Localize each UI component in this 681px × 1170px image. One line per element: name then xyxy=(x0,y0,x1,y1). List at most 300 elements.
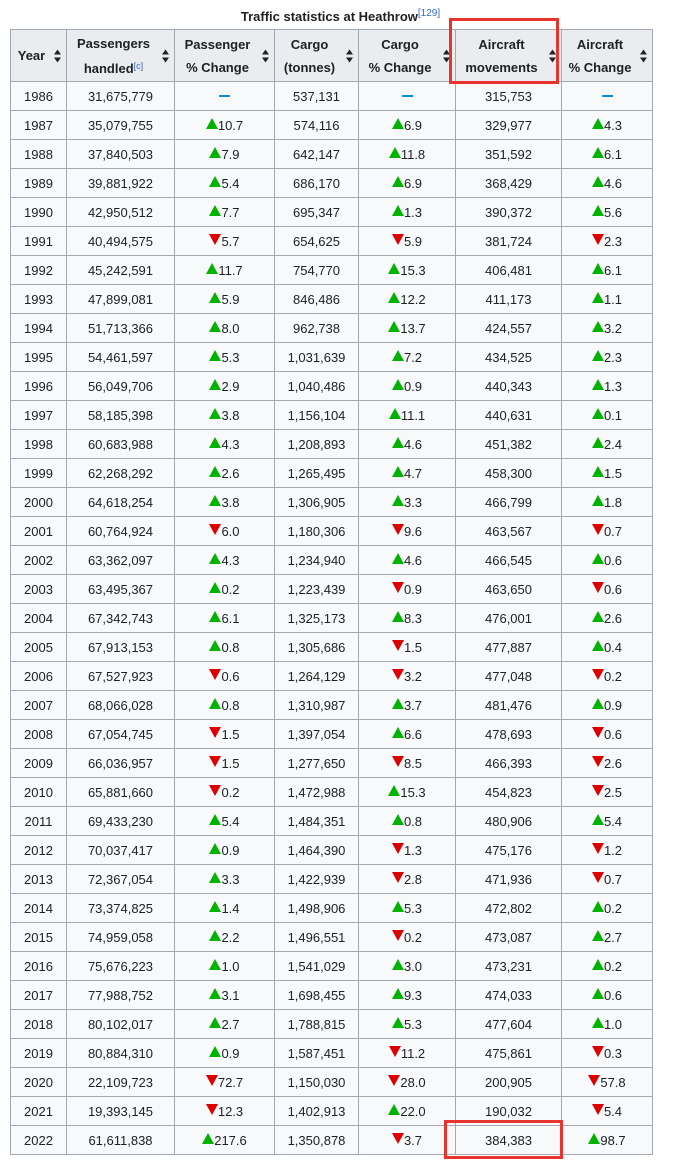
cell-year xyxy=(11,82,67,111)
cell-passengers xyxy=(67,198,175,227)
cell-value: 77,988,752 xyxy=(87,987,154,1003)
column-header-cargo-change[interactable] xyxy=(359,30,456,82)
increase-arrow-icon xyxy=(392,698,404,709)
cell-value: 384,383 xyxy=(485,1132,532,1148)
cell-mov-change xyxy=(562,82,653,111)
increase-arrow-icon xyxy=(392,901,404,912)
cell-year xyxy=(11,1039,67,1068)
table-row xyxy=(11,314,653,343)
cell-cargo-change xyxy=(359,1068,456,1097)
cell-cargo-change xyxy=(359,633,456,662)
increase-arrow-icon xyxy=(592,466,604,477)
sort-icon[interactable] xyxy=(443,49,450,62)
table-row xyxy=(11,575,653,604)
change-value: 2.3 xyxy=(603,349,623,365)
decrease-arrow-icon xyxy=(592,872,604,883)
column-header-passengers[interactable] xyxy=(67,30,175,82)
cell-movements xyxy=(456,923,562,952)
cell-movements xyxy=(456,1097,562,1126)
cell-pass-change xyxy=(175,459,275,488)
cell-value: 1,325,173 xyxy=(287,610,346,626)
cell-mov-change xyxy=(562,459,653,488)
cell-cargo xyxy=(275,488,359,517)
change-value: 0.8 xyxy=(221,639,240,655)
change-value: 98.7 xyxy=(600,1132,626,1148)
cell-movements xyxy=(456,1039,562,1068)
decrease-arrow-icon xyxy=(389,1046,401,1057)
cell-year xyxy=(11,401,67,430)
change-value: 6.0 xyxy=(221,523,240,539)
decrease-arrow-icon xyxy=(209,785,221,796)
cell-pass-change xyxy=(175,604,275,633)
change-value: 11.8 xyxy=(400,146,426,162)
cell-year xyxy=(11,720,67,749)
cell-movements xyxy=(456,633,562,662)
change-value: 15.3 xyxy=(400,784,426,800)
cell-cargo xyxy=(275,836,359,865)
cell-pass-change xyxy=(175,749,275,778)
decrease-arrow-icon xyxy=(209,234,221,245)
cell-movements xyxy=(456,836,562,865)
sort-icon[interactable] xyxy=(262,49,269,62)
column-header-line1: Aircraft xyxy=(576,36,624,52)
cell-value: 72,367,054 xyxy=(87,871,154,887)
cell-value: 424,557 xyxy=(485,320,532,336)
cell-mov-change xyxy=(562,604,653,633)
table-row xyxy=(11,749,653,778)
increase-arrow-icon xyxy=(209,553,221,564)
cell-mov-change xyxy=(562,836,653,865)
cell-value: 1,310,987 xyxy=(287,697,346,713)
cell-passengers xyxy=(67,488,175,517)
cell-cargo xyxy=(275,227,359,256)
sort-icon[interactable] xyxy=(162,49,169,62)
cell-pass-change xyxy=(175,981,275,1010)
cell-pass-change xyxy=(175,691,275,720)
cell-value: 51,713,366 xyxy=(87,320,154,336)
column-header-mov-change[interactable] xyxy=(562,30,653,82)
cell-cargo xyxy=(275,865,359,894)
cell-pass-change xyxy=(175,923,275,952)
change-value: 6.9 xyxy=(403,117,423,133)
increase-arrow-icon xyxy=(209,1046,221,1057)
cell-mov-change xyxy=(562,517,653,546)
cell-value: 35,079,755 xyxy=(87,117,154,133)
change-value: 28.0 xyxy=(400,1074,426,1090)
cell-value: 63,495,367 xyxy=(87,581,154,597)
cell-cargo-change xyxy=(359,401,456,430)
cell-pass-change xyxy=(175,401,275,430)
increase-arrow-icon xyxy=(392,727,404,738)
cell-value: 62,268,292 xyxy=(87,465,154,481)
change-value: 0.2 xyxy=(603,900,623,916)
sort-icon[interactable] xyxy=(54,49,61,62)
change-value: 0.6 xyxy=(221,668,240,684)
cell-cargo xyxy=(275,459,359,488)
increase-arrow-icon xyxy=(209,814,221,825)
sort-icon[interactable] xyxy=(346,49,353,62)
change-value: 9.3 xyxy=(403,987,423,1003)
cell-movements xyxy=(456,981,562,1010)
table-row xyxy=(11,807,653,836)
cell-movements xyxy=(456,140,562,169)
change-value: 0.6 xyxy=(603,726,623,742)
increase-arrow-icon xyxy=(209,176,221,187)
cell-value: 2006 xyxy=(24,668,53,684)
cell-pass-change xyxy=(175,894,275,923)
cell-pass-change xyxy=(175,633,275,662)
change-value: 1.0 xyxy=(221,958,240,974)
cell-movements xyxy=(456,807,562,836)
increase-arrow-icon xyxy=(209,930,221,941)
cell-mov-change xyxy=(562,575,653,604)
decrease-arrow-icon xyxy=(206,1104,218,1115)
cell-value: 2019 xyxy=(24,1045,53,1061)
cell-value: 754,770 xyxy=(293,262,340,278)
decrease-arrow-icon xyxy=(209,756,221,767)
cell-value: 1,464,390 xyxy=(287,842,346,858)
table-row xyxy=(11,1010,653,1039)
change-value: 2.7 xyxy=(603,929,623,945)
cell-value: 1,397,054 xyxy=(287,726,346,742)
cell-cargo-change xyxy=(359,575,456,604)
cell-year xyxy=(11,1126,67,1155)
cell-value: 2004 xyxy=(24,610,53,626)
cell-value: 61,611,838 xyxy=(88,1132,153,1148)
cell-mov-change xyxy=(562,1039,653,1068)
increase-arrow-icon xyxy=(392,437,404,448)
cell-value: 1,484,351 xyxy=(287,813,346,829)
table-row xyxy=(11,169,653,198)
cell-cargo xyxy=(275,285,359,314)
cell-pass-change xyxy=(175,372,275,401)
cell-passengers xyxy=(67,285,175,314)
cell-mov-change xyxy=(562,749,653,778)
change-value: 0.2 xyxy=(603,958,623,974)
cell-value: 75,676,223 xyxy=(87,958,154,974)
cell-value: 2018 xyxy=(24,1016,53,1032)
increase-arrow-icon xyxy=(209,640,221,651)
increase-arrow-icon xyxy=(592,379,604,390)
cell-pass-change xyxy=(175,140,275,169)
cell-movements xyxy=(456,82,562,111)
increase-arrow-icon xyxy=(592,147,604,158)
cell-value: 440,343 xyxy=(485,378,532,394)
column-header-line1: Year xyxy=(17,48,46,63)
increase-arrow-icon xyxy=(209,611,221,622)
column-header-line1: Aircraft xyxy=(478,36,525,52)
cell-value: 451,382 xyxy=(485,436,532,452)
cell-value: 368,429 xyxy=(485,175,532,191)
decrease-arrow-icon xyxy=(392,1133,404,1144)
cell-cargo-change xyxy=(359,82,456,111)
increase-arrow-icon xyxy=(392,176,404,187)
cell-movements xyxy=(456,227,562,256)
cell-passengers xyxy=(67,430,175,459)
cell-cargo-change xyxy=(359,256,456,285)
cell-passengers xyxy=(67,778,175,807)
column-header-line2: handled xyxy=(83,60,134,76)
cell-mov-change xyxy=(562,865,653,894)
change-value: 2.8 xyxy=(403,871,423,887)
cell-value: 471,936 xyxy=(485,871,532,887)
cell-cargo-change xyxy=(359,807,456,836)
cell-value: 2010 xyxy=(24,784,53,800)
cell-year xyxy=(11,488,67,517)
cell-value: 70,037,417 xyxy=(87,842,154,858)
change-value: 0.2 xyxy=(603,668,623,684)
cell-value: 1,422,939 xyxy=(287,871,346,887)
increase-arrow-icon xyxy=(392,959,404,970)
increase-arrow-icon xyxy=(209,466,221,477)
change-value: 0.6 xyxy=(603,552,623,568)
cell-value: 2015 xyxy=(24,929,53,945)
change-value: 1.1 xyxy=(603,291,623,307)
cell-value: 2020 xyxy=(24,1074,53,1090)
cell-value: 19,393,145 xyxy=(87,1103,154,1119)
cell-value: 2022 xyxy=(24,1132,53,1148)
cell-pass-change xyxy=(175,430,275,459)
cell-value: 411,173 xyxy=(485,291,532,307)
column-header-line2: % Change xyxy=(568,59,632,75)
increase-arrow-icon xyxy=(392,205,404,216)
cell-year xyxy=(11,778,67,807)
cell-value: 1997 xyxy=(24,407,53,423)
cell-value: 1994 xyxy=(24,320,53,336)
cell-cargo-change xyxy=(359,169,456,198)
cell-cargo-change xyxy=(359,981,456,1010)
change-value: 1.8 xyxy=(603,494,623,510)
cell-year xyxy=(11,314,67,343)
cell-year xyxy=(11,749,67,778)
cell-cargo xyxy=(275,778,359,807)
cell-value: 2017 xyxy=(24,987,53,1003)
cell-value: 1,265,495 xyxy=(287,465,346,481)
change-value: 4.6 xyxy=(403,552,423,568)
change-value: 72.7 xyxy=(217,1074,244,1090)
increase-arrow-icon xyxy=(209,408,221,419)
reference-link[interactable]: [c] xyxy=(133,60,144,71)
change-value: 5.4 xyxy=(603,1103,623,1119)
cell-value: 2009 xyxy=(24,755,53,771)
cell-mov-change xyxy=(562,401,653,430)
cell-pass-change xyxy=(175,575,275,604)
cell-passengers xyxy=(67,546,175,575)
cell-value: 2007 xyxy=(24,697,53,713)
cell-value: 351,592 xyxy=(485,146,532,162)
cell-value: 1995 xyxy=(24,349,53,365)
cell-mov-change xyxy=(562,1010,653,1039)
decrease-arrow-icon xyxy=(592,756,604,767)
table-row xyxy=(11,285,653,314)
cell-cargo-change xyxy=(359,198,456,227)
table-row xyxy=(11,720,653,749)
cell-cargo xyxy=(275,372,359,401)
column-header-movements[interactable] xyxy=(456,30,562,82)
cell-value: 1999 xyxy=(24,465,53,481)
cell-mov-change xyxy=(562,546,653,575)
cell-cargo-change xyxy=(359,430,456,459)
cell-value: 2011 xyxy=(24,813,53,829)
change-value: 3.3 xyxy=(403,494,423,510)
cell-mov-change xyxy=(562,372,653,401)
cell-movements xyxy=(456,343,562,372)
cell-movements xyxy=(456,749,562,778)
column-header-cargo[interactable] xyxy=(275,30,359,82)
cell-value: 1,788,815 xyxy=(287,1016,346,1032)
cell-cargo xyxy=(275,691,359,720)
column-header-pass-change[interactable] xyxy=(175,30,275,82)
change-value: 6.6 xyxy=(403,726,423,742)
cell-movements xyxy=(456,285,562,314)
cell-cargo xyxy=(275,749,359,778)
increase-arrow-icon xyxy=(592,553,604,564)
cell-cargo xyxy=(275,575,359,604)
decrease-arrow-icon xyxy=(206,1075,218,1086)
table-row xyxy=(11,1126,653,1155)
cell-pass-change xyxy=(175,285,275,314)
cell-movements xyxy=(456,720,562,749)
change-value: 5.9 xyxy=(403,233,423,249)
change-value: 1.3 xyxy=(403,204,423,220)
cell-mov-change xyxy=(562,1126,653,1155)
cell-mov-change xyxy=(562,720,653,749)
cell-year xyxy=(11,343,67,372)
cell-mov-change xyxy=(562,778,653,807)
cell-cargo xyxy=(275,140,359,169)
cell-cargo xyxy=(275,807,359,836)
increase-arrow-icon xyxy=(392,379,404,390)
change-value: 57.8 xyxy=(600,1074,626,1090)
cell-year xyxy=(11,836,67,865)
sort-icon[interactable] xyxy=(549,49,556,62)
cell-pass-change xyxy=(175,807,275,836)
sort-icon[interactable] xyxy=(640,49,647,62)
cell-value: 31,675,779 xyxy=(87,88,154,104)
cell-passengers xyxy=(67,517,175,546)
cell-value: 65,881,660 xyxy=(87,784,154,800)
increase-arrow-icon xyxy=(209,437,221,448)
cell-year xyxy=(11,1097,67,1126)
cell-value: 40,494,575 xyxy=(87,233,154,249)
cell-value: 654,625 xyxy=(293,233,340,249)
cell-value: 1,234,940 xyxy=(287,552,346,568)
cell-value: 473,087 xyxy=(485,929,532,945)
table-row xyxy=(11,198,653,227)
increase-arrow-icon xyxy=(392,350,404,361)
cell-value: 466,393 xyxy=(485,755,532,771)
change-value: 6.1 xyxy=(603,146,623,162)
increase-arrow-icon xyxy=(592,321,604,332)
cell-passengers xyxy=(67,372,175,401)
decrease-arrow-icon xyxy=(388,1075,400,1086)
cell-passengers xyxy=(67,227,175,256)
cell-value: 60,764,924 xyxy=(87,523,154,539)
cell-value: 63,362,097 xyxy=(87,552,154,568)
change-value: 0.2 xyxy=(403,929,423,945)
cell-movements xyxy=(456,517,562,546)
cell-cargo-change xyxy=(359,488,456,517)
increase-arrow-icon xyxy=(592,350,604,361)
cell-movements xyxy=(456,894,562,923)
cell-cargo-change xyxy=(359,285,456,314)
cell-cargo xyxy=(275,343,359,372)
column-header-line1: Cargo xyxy=(381,36,419,52)
cell-value: 47,899,081 xyxy=(87,291,154,307)
cell-mov-change xyxy=(562,807,653,836)
decrease-arrow-icon xyxy=(209,669,221,680)
change-value: 2.6 xyxy=(221,465,240,481)
cell-value: 480,906 xyxy=(485,813,532,829)
table-row xyxy=(11,923,653,952)
cell-value: 962,738 xyxy=(293,320,340,336)
change-value: 5.3 xyxy=(403,900,423,916)
change-value: 5.3 xyxy=(221,349,240,365)
change-value: 3.7 xyxy=(403,697,423,713)
cell-pass-change xyxy=(175,1068,275,1097)
cell-value: 2016 xyxy=(24,958,53,974)
cell-passengers xyxy=(67,691,175,720)
cell-passengers xyxy=(67,1097,175,1126)
change-value: 0.4 xyxy=(603,639,623,655)
cell-value: 472,802 xyxy=(485,900,532,916)
cell-mov-change xyxy=(562,111,653,140)
cell-year xyxy=(11,1010,67,1039)
increase-arrow-icon xyxy=(209,205,221,216)
cell-value: 475,176 xyxy=(485,842,532,858)
table-row xyxy=(11,1097,653,1126)
change-value: 1.5 xyxy=(221,755,240,771)
increase-arrow-icon xyxy=(592,814,604,825)
column-header-line2: movements xyxy=(465,59,538,75)
cell-cargo-change xyxy=(359,314,456,343)
cell-pass-change xyxy=(175,1039,275,1068)
increase-arrow-icon xyxy=(388,321,400,332)
cell-passengers xyxy=(67,169,175,198)
increase-arrow-icon xyxy=(209,872,221,883)
change-value: 2.3 xyxy=(603,233,623,249)
cell-value: 68,066,028 xyxy=(87,697,154,713)
cell-value: 2005 xyxy=(24,639,53,655)
cell-mov-change xyxy=(562,198,653,227)
cell-movements xyxy=(456,256,562,285)
table-row xyxy=(11,981,653,1010)
cell-cargo xyxy=(275,256,359,285)
reference-link[interactable]: [129] xyxy=(417,8,441,19)
change-value: 2.5 xyxy=(603,784,623,800)
column-header-year[interactable] xyxy=(11,30,67,82)
cell-pass-change xyxy=(175,82,275,111)
cell-value: 2008 xyxy=(24,726,53,742)
column-header-line1: Passenger xyxy=(184,36,251,52)
cell-value: 1,031,639 xyxy=(287,349,346,365)
cell-passengers xyxy=(67,923,175,952)
cell-cargo xyxy=(275,401,359,430)
cell-value: 1,040,486 xyxy=(287,378,346,394)
increase-arrow-icon xyxy=(209,988,221,999)
table-row xyxy=(11,517,653,546)
increase-arrow-icon xyxy=(206,263,218,274)
cell-value: 1,472,988 xyxy=(287,784,346,800)
cell-year xyxy=(11,285,67,314)
cell-passengers xyxy=(67,1010,175,1039)
cell-mov-change xyxy=(562,894,653,923)
decrease-arrow-icon xyxy=(392,669,404,680)
cell-mov-change xyxy=(562,981,653,1010)
cell-value: 686,170 xyxy=(293,175,340,191)
change-value: 0.6 xyxy=(603,987,623,1003)
increase-arrow-icon xyxy=(388,292,400,303)
